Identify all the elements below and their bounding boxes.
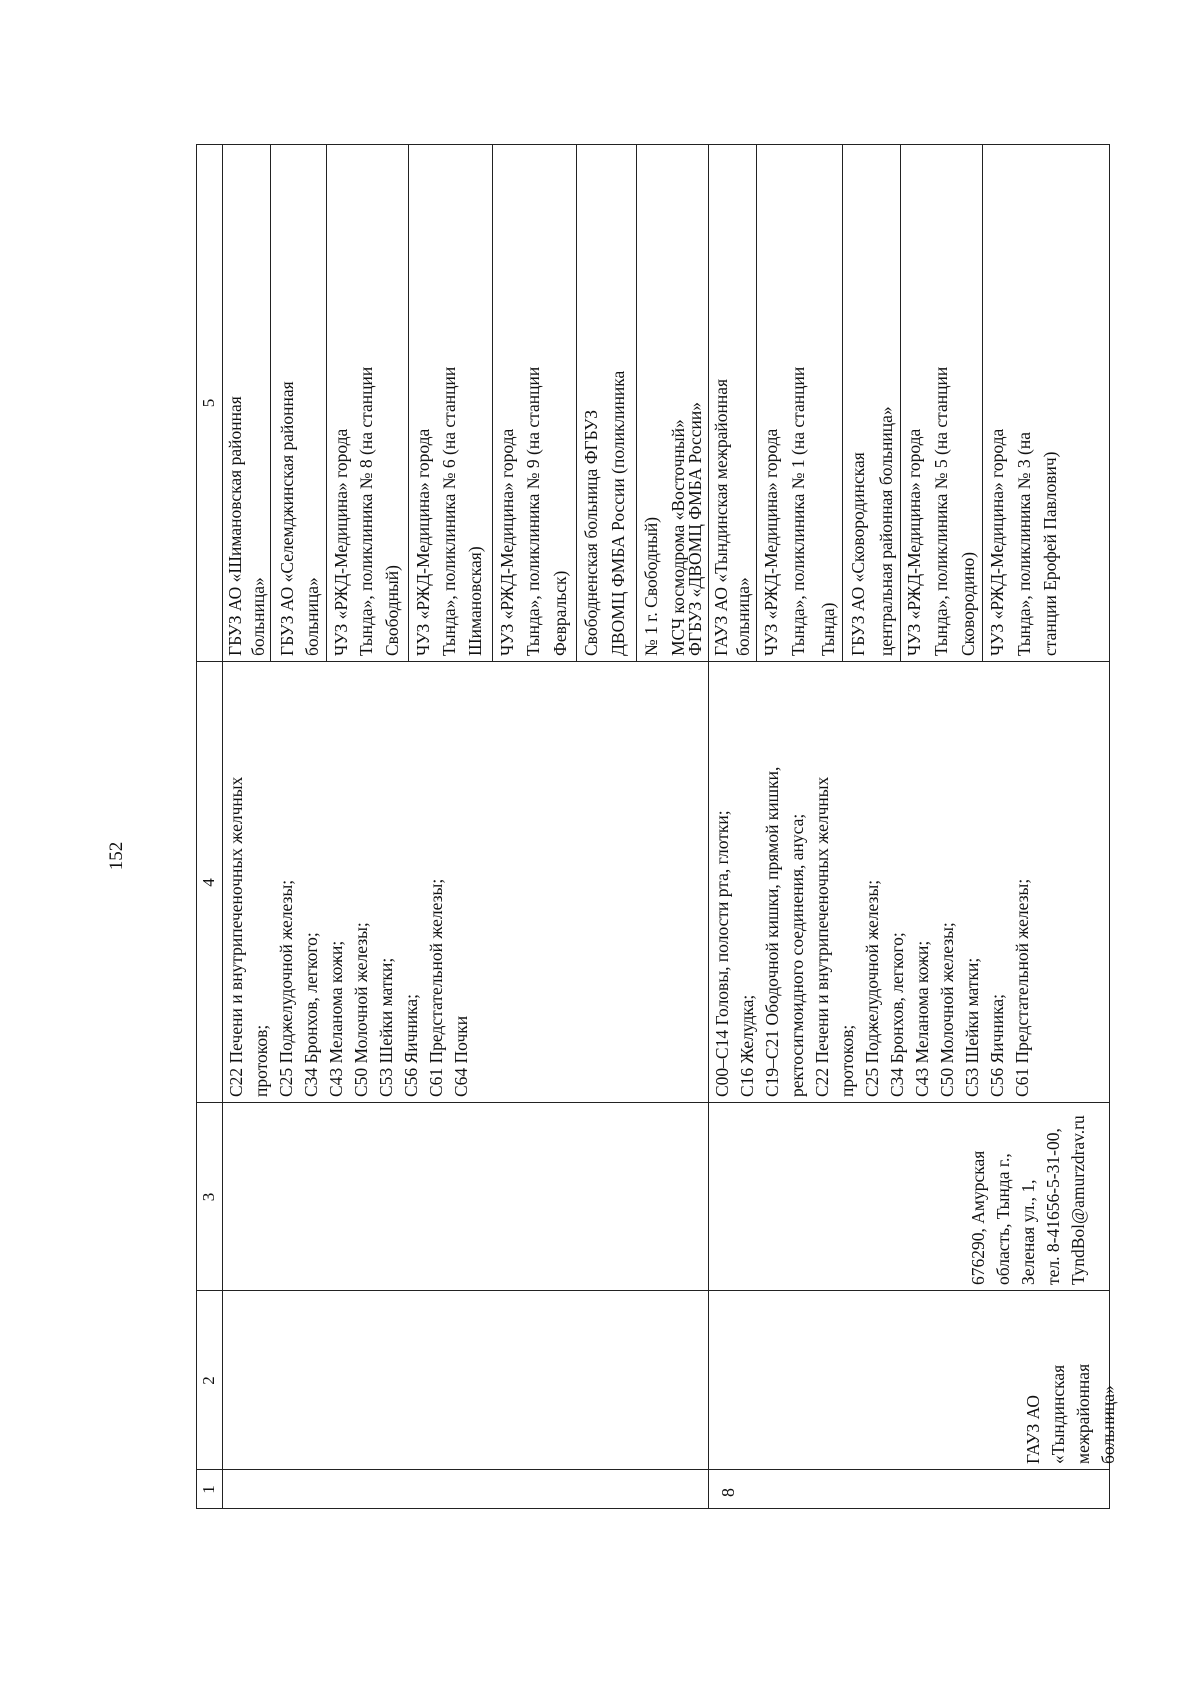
block2-institution-line: ГАУЗ АО «Тындинская межрайонная <box>711 378 731 656</box>
block2-diagnosis-line: C43 Меланома кожи; <box>912 940 932 1097</box>
block1-diagnosis-line: C22 Печени и внутрипеченочных желчных <box>226 776 246 1097</box>
block1-institution-line: Свободненская больница ФГБУЗ <box>581 410 601 656</box>
block2-diagnosis-line: ректосигмоидного соединения, ануса; <box>787 813 807 1097</box>
block2-diagnosis-line: C16 Желудка; <box>737 994 757 1097</box>
block1-institution-line: больница» <box>302 577 322 656</box>
block1-institution-line: Февральск) <box>550 570 570 656</box>
block1-institution-line: ЧУЗ «РЖД-Медицина» города <box>413 428 433 656</box>
block1-institution-line: ГБУЗ АО «Селемджинская районная <box>277 381 297 656</box>
block2-address-line: тел. 8-41656-5-31-00, <box>1043 1128 1063 1285</box>
header-col-5: 5 <box>199 398 218 408</box>
block1-institution-line: ДВОМЦ ФМБА России (поликлиника <box>608 370 628 656</box>
block2-address-line: Зеленая ул., 1, <box>1018 1179 1038 1285</box>
block1-diagnosis-line: C53 Шейки матки; <box>376 957 396 1097</box>
block1-diagnosis-line: C64 Почки <box>451 1015 471 1097</box>
block2-diagnosis-line: C00–C14 Головы, полости рта, глотки; <box>712 810 732 1097</box>
block1-institution-line: № 1 г. Свободный) <box>641 516 661 656</box>
block2-diagnosis-line: C50 Молочной железы; <box>937 922 957 1097</box>
block1-institution-line: больница» <box>248 577 268 656</box>
block1-institution-line: Тында», поликлиника № 6 (на станции <box>439 366 459 656</box>
block2-name-line: ГАУЗ АО <box>1023 1394 1043 1464</box>
block1-institution-line: ФГБУЗ «ДВОМЦ ФМБА России» <box>685 402 705 656</box>
table-grid <box>196 144 1110 1509</box>
block1-institution-line: Тында», поликлиника № 8 (на станции <box>356 366 376 656</box>
header-col-1: 1 <box>199 1485 218 1494</box>
block2-diagnosis-line: C34 Бронхов, легкого; <box>887 932 907 1097</box>
block2-diagnosis-line: C56 Яичника; <box>987 994 1007 1097</box>
table-rotated <box>196 144 1118 1509</box>
block1-diagnosis-line: C25 Поджелудочной железы; <box>276 879 296 1097</box>
block2-institution-line: Тында», поликлиника № 3 (на <box>1014 432 1034 656</box>
block2-diagnosis-line: C53 Шейки матки; <box>962 957 982 1097</box>
header-col-3: 3 <box>199 1192 218 1202</box>
block2-name-line-last: больница» <box>1098 1385 1118 1464</box>
block2-address-line: 676290, Амурская <box>968 1150 988 1285</box>
block1-diagnosis-line: C34 Бронхов, легкого; <box>301 932 321 1097</box>
block2-institution-line: ЧУЗ «РЖД-Медицина» города <box>761 428 781 656</box>
block2-institution-line: Тында», поликлиника № 1 (на станции <box>788 366 808 656</box>
block2-institution-line: Сковородино) <box>958 551 978 656</box>
block1-institution-line: МСЧ космодрома «Восточный» <box>668 419 688 656</box>
block1-institution-line: Тында», поликлиника № 9 (на станции <box>523 366 543 656</box>
block1-diagnosis-line: протоков; <box>251 1024 271 1097</box>
block2-institution-line: ЧУЗ «РЖД-Медицина» города <box>987 428 1007 656</box>
block1-institution-line: Свободный) <box>382 565 402 656</box>
block1-diagnosis-line: C43 Меланома кожи; <box>326 940 346 1097</box>
block1-institution-line: ЧУЗ «РЖД-Медицина» города <box>331 428 351 656</box>
block2-institution-line: Тында», поликлиника № 5 (на станции <box>931 366 951 656</box>
block2-diagnosis-line: C61 Предстательной железы; <box>1012 878 1032 1097</box>
block2-institution-line: центральная районная больница» <box>876 406 896 656</box>
block2-institution-line: ЧУЗ «РЖД-Медицина» города <box>904 428 924 656</box>
block2-institution-line: Тында) <box>818 602 838 656</box>
block1-institution-line: Шимановская) <box>465 546 485 656</box>
block2-email: TyndBol@amurzdrav.ru <box>1068 1115 1088 1285</box>
block1-institution-line: ГБУЗ АО «Шимановская районная <box>225 396 245 656</box>
block2-institution-line: станции Ерофей Павлович) <box>1040 451 1060 656</box>
block2-institution-line: ГБУЗ АО «Сковородинская <box>848 452 868 656</box>
block2-diagnosis-line: C25 Поджелудочной железы; <box>862 879 882 1097</box>
block1-institution-line: ЧУЗ «РЖД-Медицина» города <box>497 428 517 656</box>
block1-diagnosis-line: C61 Предстательной железы; <box>426 878 446 1097</box>
block2-diagnosis-line: протоков; <box>837 1024 857 1097</box>
page-number: 152 <box>106 841 127 871</box>
header-col-4: 4 <box>199 878 218 887</box>
block2-address-line: область, Тында г., <box>993 1153 1013 1285</box>
header-col-2: 2 <box>199 1376 218 1385</box>
row-number: 8 <box>718 1488 738 1497</box>
block2-name-line: межрайонная <box>1073 1363 1093 1464</box>
block2-name-line: «Тындинская <box>1048 1364 1068 1464</box>
block1-diagnosis-line: C56 Яичника; <box>401 994 421 1097</box>
block1-diagnosis-line: C50 Молочной железы; <box>351 922 371 1097</box>
block2-diagnosis-line: C22 Печени и внутрипеченочных желчных <box>812 776 832 1097</box>
block2-institution-line: больница» <box>733 577 753 656</box>
block2-diagnosis-line: C19–C21 Ободочной кишки, прямой кишки, <box>762 766 782 1097</box>
